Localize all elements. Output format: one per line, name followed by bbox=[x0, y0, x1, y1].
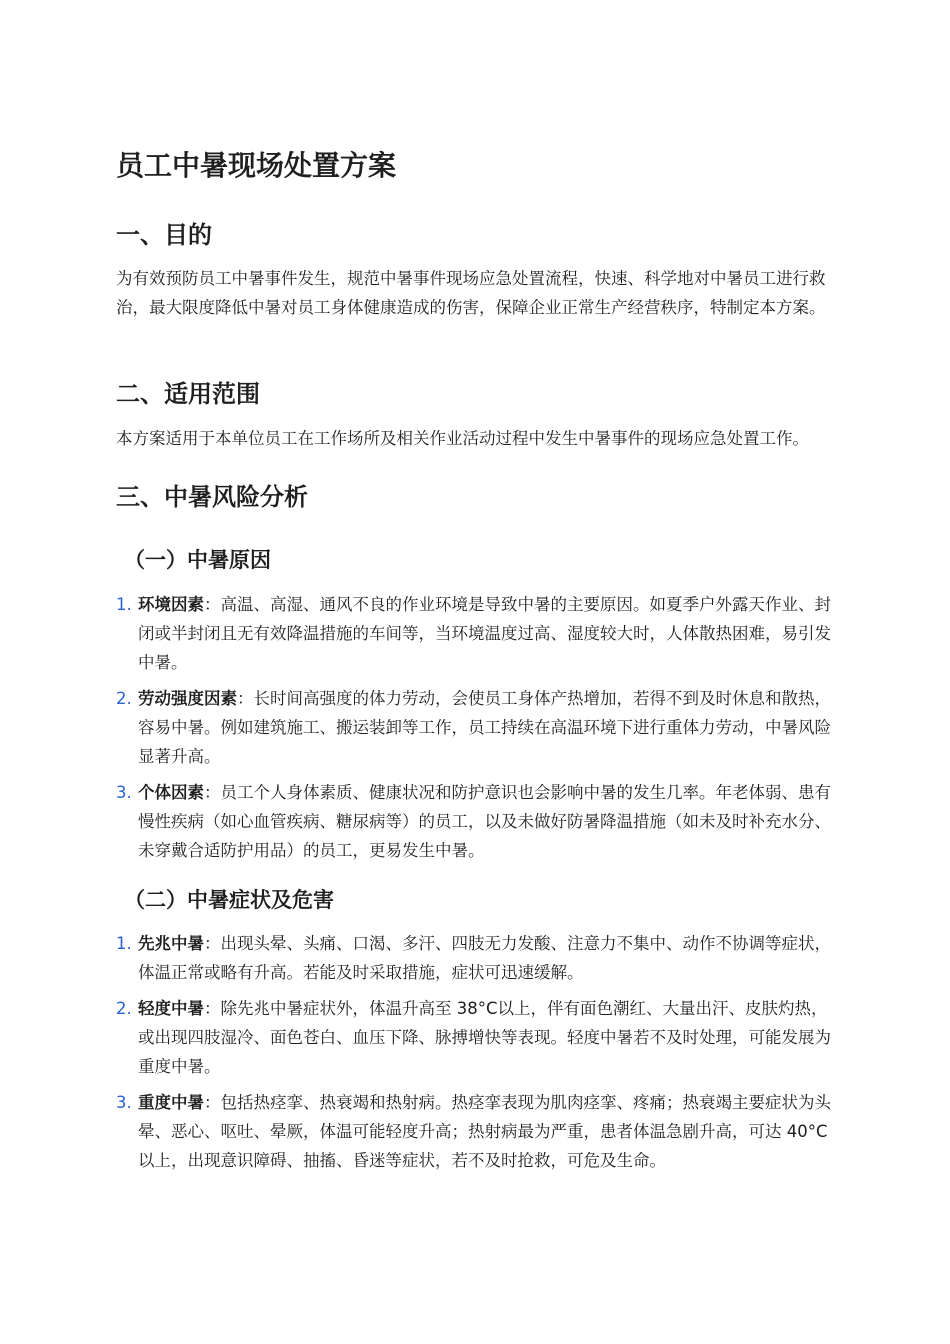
section-paragraph-purpose: 为有效预防员工中暑事件发生，规范中暑事件现场应急处置流程，快速、科学地对中暑员工进行救治，最大限度降低中暑对员工身体健康造成的伤害，保障企业正常生产经营秩序，特制定本方案。 bbox=[116, 269, 826, 317]
list-item bbox=[116, 929, 840, 987]
list-item bbox=[116, 590, 840, 677]
list-item bbox=[116, 684, 840, 771]
subsection-heading-causes: （一）中暑原因 bbox=[124, 548, 271, 572]
list-item-term: 环境因素 bbox=[138, 595, 204, 614]
section-heading-scope: 二、适用范围 bbox=[116, 380, 260, 408]
list-item-term: 个体因素 bbox=[138, 783, 204, 802]
document-title: 员工中暑现场处置方案 bbox=[116, 149, 397, 182]
list-item-term: 重度中暑 bbox=[138, 1093, 204, 1112]
list-item-term: 先兆中暑 bbox=[138, 934, 204, 953]
list-number: 3. bbox=[116, 1093, 132, 1112]
list-number: 1. bbox=[116, 595, 132, 614]
list-item bbox=[116, 1088, 840, 1175]
list-item-text: ：包括热痉挛、热衰竭和热射病。热痉挛表现为肌肉痉挛、疼痛；热衰竭主要症状为头晕、恶心、呕吐、晕厥，体温可能轻度升高；热射病最为严重，患者体温急剧升高，可达 40°C以上，出现意识障碍、抽搐、昏迷等症状，若不及时抢救，可危及生命。 bbox=[138, 1093, 831, 1170]
list-item bbox=[116, 994, 840, 1081]
causes-list bbox=[116, 590, 840, 872]
list-number: 2. bbox=[116, 689, 132, 708]
list-item-term: 劳动强度因素 bbox=[138, 689, 237, 708]
list-number: 3. bbox=[116, 783, 132, 802]
list-item-text: ：除先兆中暑症状外，体温升高至 38°C以上，伴有面色潮红、大量出汗、皮肤灼热，或出现四肢湿冷、面色苍白、血压下降、脉搏增快等表现。轻度中暑若不及时处理，可能发展为重度中暑。 bbox=[138, 999, 831, 1076]
list-item-text: ：员工个人身体素质、健康状况和防护意识也会影响中暑的发生几率。年老体弱、患有慢性疾病（如心血管疾病、糖尿病等）的员工，以及未做好防暑降温措施（如未及时补充水分、未穿戴合适防护用品）的员工，更易发生中暑。 bbox=[138, 783, 831, 860]
section-heading-risk-analysis: 三、中暑风险分析 bbox=[116, 483, 308, 511]
list-item-term: 轻度中暑 bbox=[138, 999, 204, 1018]
list-item-text: ：长时间高强度的体力劳动，会使员工身体产热增加，若得不到及时休息和散热，容易中暑。例如建筑施工、搬运装卸等工作，员工持续在高温环境下进行重体力劳动，中暑风险显著升高。 bbox=[138, 689, 831, 766]
symptoms-list bbox=[116, 929, 840, 1182]
subsection-heading-symptoms: （二）中暑症状及危害 bbox=[124, 888, 334, 912]
list-number: 1. bbox=[116, 934, 132, 953]
section-paragraph-scope: 本方案适用于本单位员工在工作场所及相关作业活动过程中发生中暑事件的现场应急处置工作。 bbox=[116, 429, 809, 448]
list-item bbox=[116, 778, 840, 865]
list-item-text: ：出现头晕、头痛、口渴、多汗、四肢无力发酸、注意力不集中、动作不协调等症状，体温正常或略有升高。若能及时采取措施，症状可迅速缓解。 bbox=[138, 934, 831, 982]
list-number: 2. bbox=[116, 999, 132, 1018]
section-heading-purpose: 一、目的 bbox=[116, 221, 212, 249]
list-item-text: ：高温、高湿、通风不良的作业环境是导致中暑的主要原因。如夏季户外露天作业、封闭或半封闭且无有效降温措施的车间等，当环境温度过高、湿度较大时，人体散热困难，易引发中暑。 bbox=[138, 595, 831, 672]
